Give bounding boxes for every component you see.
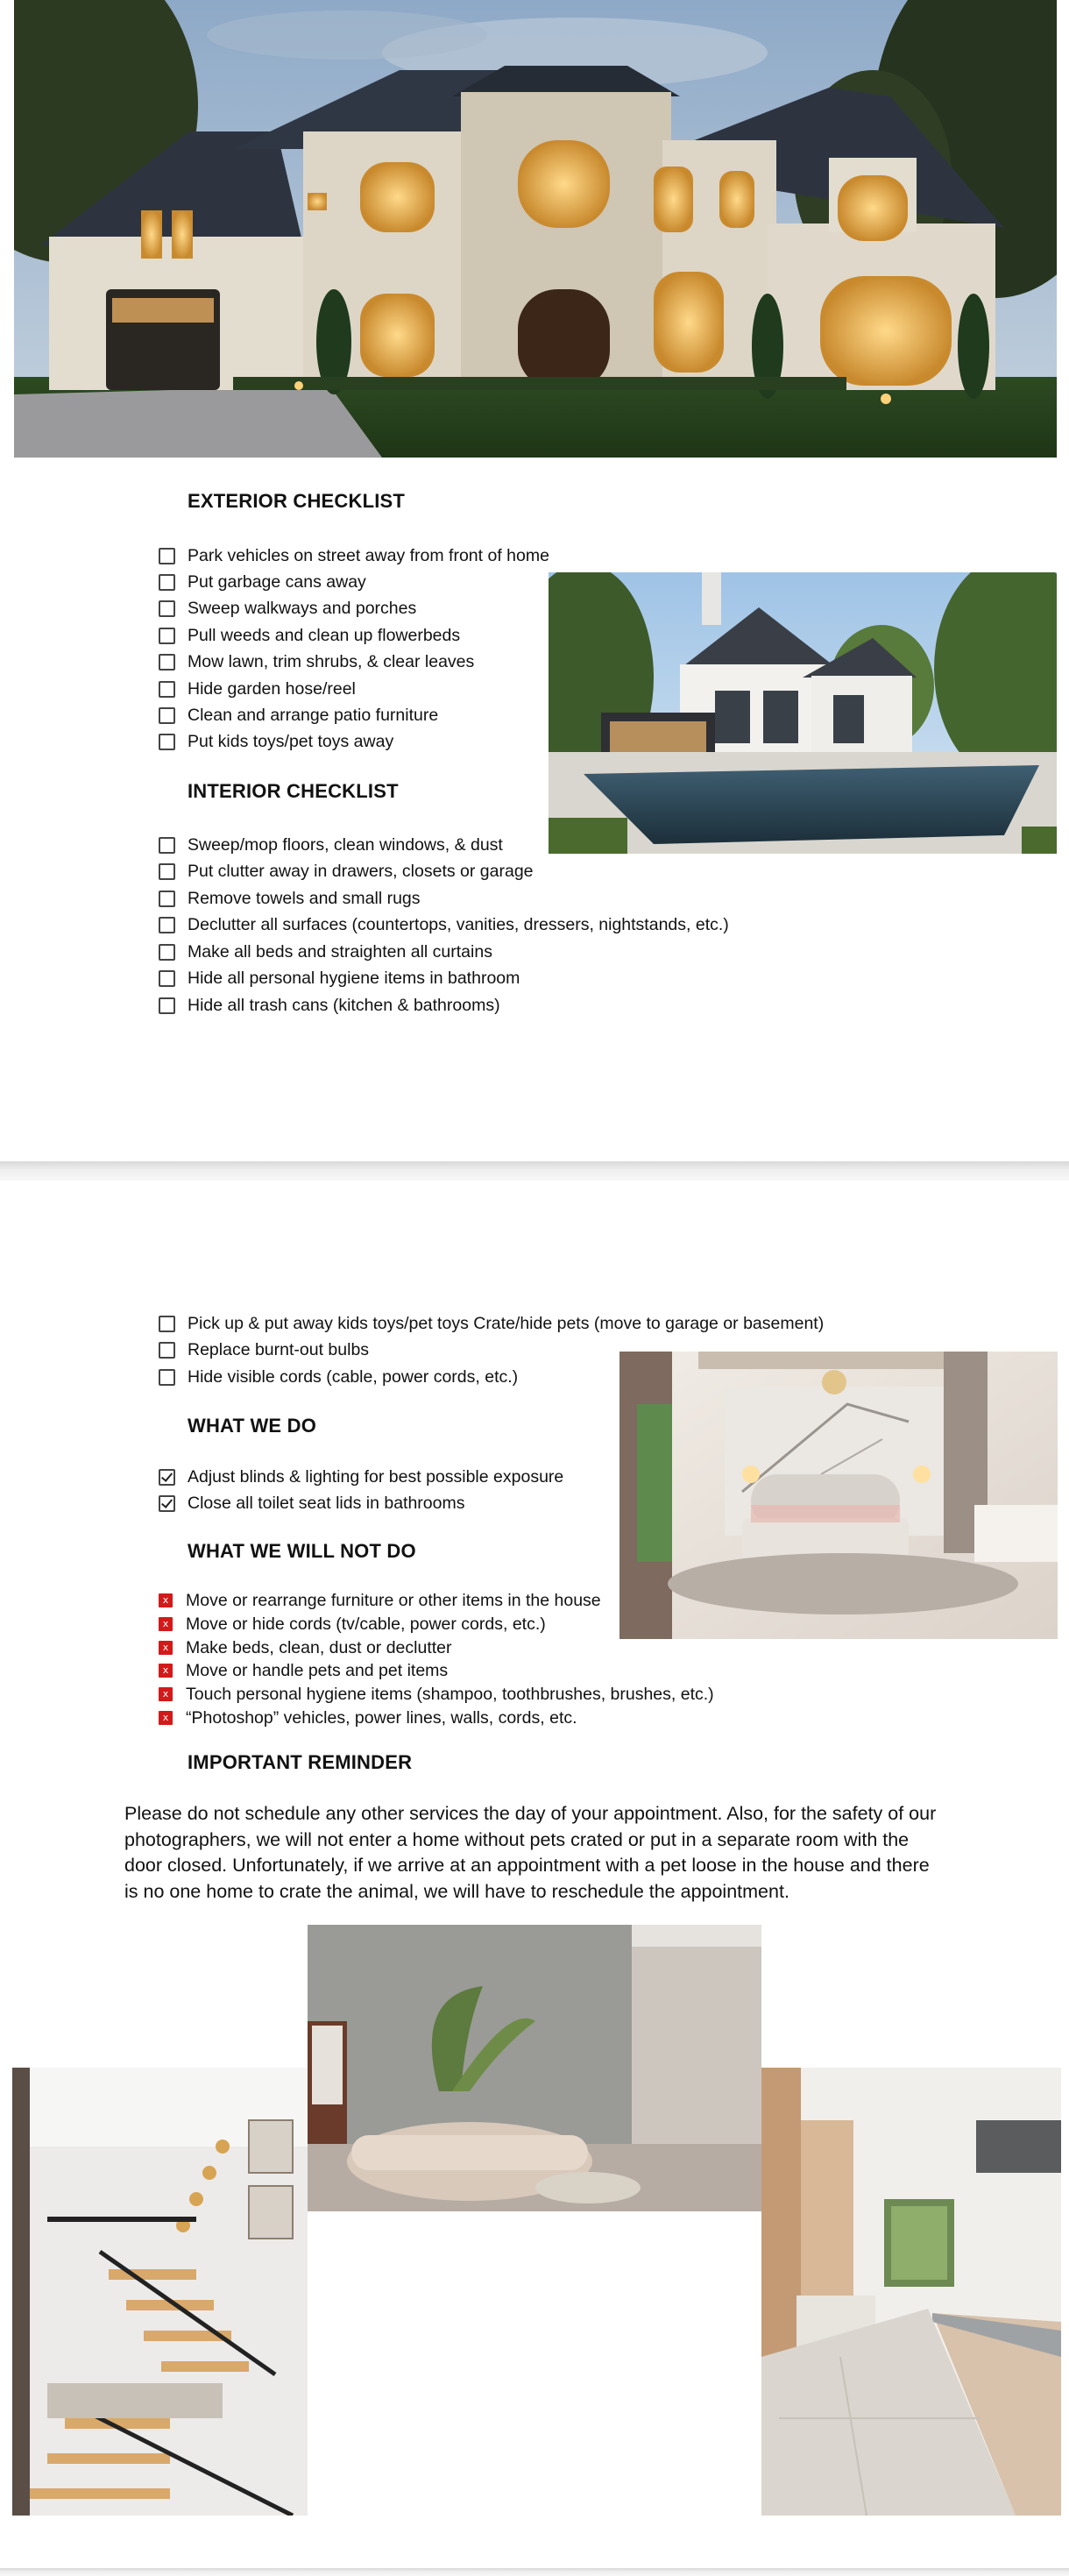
reminder-paragraph: Please do not schedule any other services the day of your appointment. Also, for the safety of our photographers, we will not enter a home without pets crated or put in a separate room with the door closed. Unfortunately, if we arrive at an appointment with a pet loose in the house and there is no one home to crate the animal, we will have to reschedule the appointment.	[124, 1803, 937, 1902]
checklist-item[interactable]	[159, 649, 474, 674]
kitchen-photo	[761, 2068, 1061, 2516]
checklist-item[interactable]	[159, 1338, 369, 1362]
bedroom-photo	[619, 1352, 1058, 1639]
checklist-item-label: Park vehicles on street away from front of home	[188, 545, 549, 565]
checklist-item-label: Adjust blinds & lighting for best possible exposure	[188, 1466, 564, 1487]
list-item	[159, 1658, 448, 1683]
staircase-photo	[12, 2068, 308, 2516]
list-item-label: Move or hide cords (tv/cable, power cords, etc.)	[186, 1614, 546, 1634]
what-we-do-heading: WHAT WE DO	[188, 1415, 317, 1437]
checklist-item-label: Pick up & put away kids toys/pet toys Crate/hide pets (move to garage or basement)	[188, 1313, 825, 1333]
checklist-item[interactable]	[159, 886, 421, 911]
checklist-item-label: Hide visible cords (cable, power cords, etc.)	[188, 1366, 519, 1387]
checkbox[interactable]	[159, 681, 175, 698]
checklist-item-label: Hide garden hose/reel	[188, 678, 356, 699]
checklist-item[interactable]	[159, 833, 503, 857]
checkbox[interactable]	[159, 917, 175, 933]
checkbox[interactable]	[159, 734, 175, 750]
checklist-item[interactable]	[159, 966, 520, 990]
checkbox[interactable]	[159, 970, 175, 987]
checklist-item-label: Make all beds and straighten all curtains	[188, 941, 492, 962]
checklist-item-label: Put clutter away in drawers, closets or garage	[188, 861, 534, 881]
list-item	[159, 1612, 546, 1636]
checklist-item[interactable]	[159, 543, 549, 568]
checklist-item-label: Put garbage cans away	[188, 571, 366, 592]
checkbox[interactable]	[159, 1316, 175, 1332]
checklist-item-label: Put kids toys/pet toys away	[188, 731, 394, 751]
checklist-item[interactable]	[159, 912, 729, 937]
checkbox[interactable]	[159, 574, 175, 591]
checked-box-icon	[159, 1495, 175, 1512]
x-mark-icon: x	[159, 1617, 173, 1631]
checklist-item	[159, 1465, 563, 1489]
bathroom-photo	[308, 1925, 761, 2211]
x-mark-icon: x	[159, 1711, 173, 1725]
checkbox[interactable]	[159, 944, 175, 961]
checkbox[interactable]	[159, 707, 175, 724]
checklist-item-label: Sweep/mop floors, clean windows, & dust	[188, 834, 503, 855]
checklist-item	[159, 1491, 465, 1515]
checkbox[interactable]	[159, 628, 175, 644]
checklist-item[interactable]	[159, 1365, 518, 1389]
hero-house-photo	[14, 0, 1057, 458]
x-mark-icon: x	[159, 1593, 173, 1607]
checklist-item[interactable]	[159, 729, 393, 754]
list-item-label: Move or rearrange furniture or other items in the house	[186, 1590, 601, 1610]
checklist-item-label: Sweep walkways and porches	[188, 598, 417, 618]
list-item-label: Make beds, clean, dust or declutter	[186, 1637, 452, 1657]
checklist-item[interactable]	[159, 570, 366, 594]
checkbox[interactable]	[159, 997, 175, 1014]
checklist-item[interactable]	[159, 1311, 824, 1336]
x-mark-icon: x	[159, 1687, 173, 1701]
checklist-item-label: Pull weeds and clean up flowerbeds	[188, 625, 461, 645]
list-item	[159, 1636, 452, 1660]
x-mark-icon: x	[159, 1641, 173, 1655]
list-item-label: “Photoshop” vehicles, power lines, walls, cords, etc.	[186, 1707, 577, 1728]
exterior-checklist-heading: EXTERIOR CHECKLIST	[188, 490, 406, 512]
page-separator	[0, 1161, 1069, 1181]
checklist-item[interactable]	[159, 993, 500, 1018]
checklist-item-label: Remove towels and small rugs	[188, 888, 421, 908]
list-item	[159, 1682, 714, 1707]
checklist-item[interactable]	[159, 623, 460, 648]
interior-checklist-heading: INTERIOR CHECKLIST	[188, 780, 399, 802]
checklist-item-label: Declutter all surfaces (countertops, vanities, dressers, nightstands, etc.)	[188, 914, 729, 934]
checklist-item-label: Mow lawn, trim shrubs, & clear leaves	[188, 651, 475, 671]
checkbox[interactable]	[159, 654, 175, 671]
checklist-item[interactable]	[159, 596, 416, 621]
page-separator	[0, 2568, 1069, 2576]
important-reminder-heading: IMPORTANT REMINDER	[188, 1751, 413, 1773]
checkbox[interactable]	[159, 891, 175, 907]
checklist-item-label: Close all toilet seat lids in bathrooms	[188, 1493, 465, 1513]
checklist-item[interactable]	[159, 677, 356, 701]
checkbox[interactable]	[159, 600, 175, 617]
list-item	[159, 1588, 601, 1613]
checkbox[interactable]	[159, 863, 175, 880]
checkbox[interactable]	[159, 837, 175, 854]
checklist-item-label: Clean and arrange patio furniture	[188, 705, 439, 725]
checkbox[interactable]	[159, 1342, 175, 1359]
checklist-item-label: Hide all personal hygiene items in bathroom	[188, 968, 520, 988]
checkbox[interactable]	[159, 1369, 175, 1386]
checklist-item[interactable]	[159, 940, 492, 964]
list-item	[159, 1706, 577, 1730]
list-item-label: Move or handle pets and pet items	[186, 1660, 449, 1680]
pool-house-photo	[549, 572, 1057, 854]
page-1	[0, 0, 1069, 1161]
checklist-item-label: Hide all trash cans (kitchen & bathrooms)	[188, 995, 500, 1015]
x-mark-icon: x	[159, 1664, 173, 1678]
checklist-item[interactable]	[159, 703, 438, 727]
checkbox[interactable]	[159, 548, 175, 564]
checked-box-icon	[159, 1469, 175, 1486]
checklist-item[interactable]	[159, 859, 534, 884]
checklist-item-label: Replace burnt-out bulbs	[188, 1339, 370, 1359]
what-we-will-not-do-heading: WHAT WE WILL NOT DO	[188, 1540, 416, 1562]
list-item-label: Touch personal hygiene items (shampoo, toothbrushes, brushes, etc.)	[186, 1684, 714, 1704]
